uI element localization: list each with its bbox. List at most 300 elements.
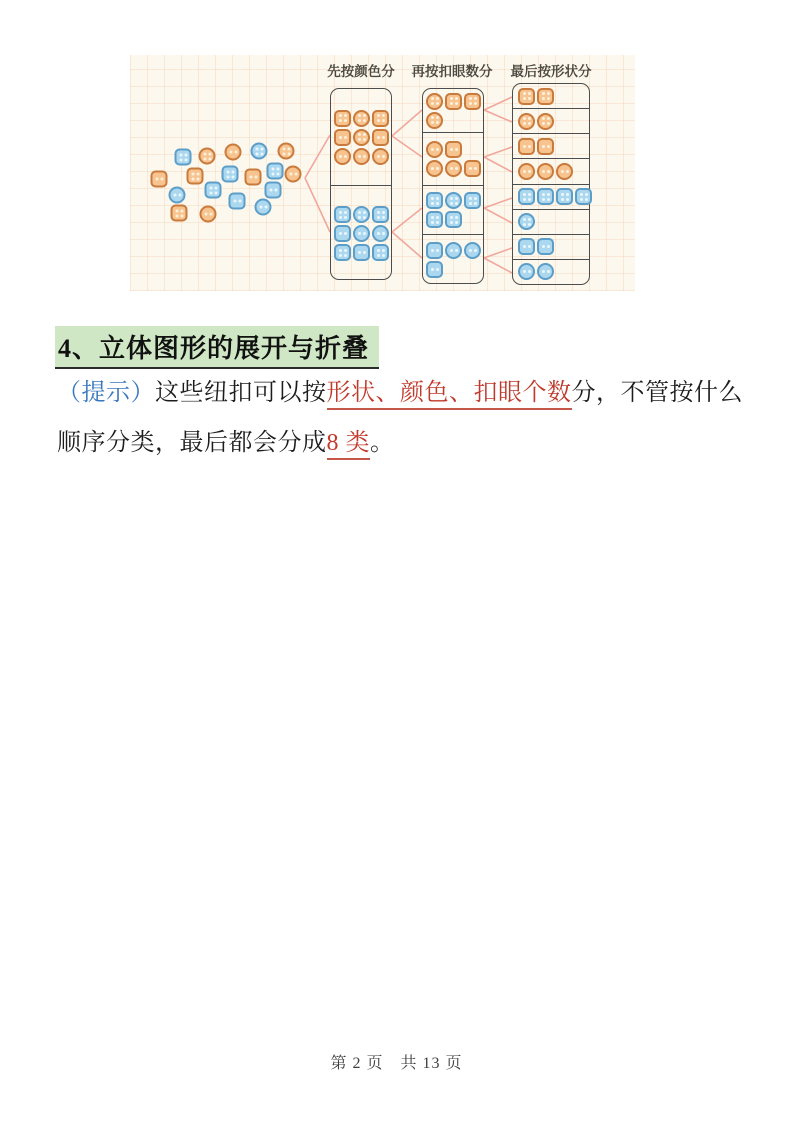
buttonhole: [528, 193, 531, 196]
buttonhole: [547, 122, 550, 125]
buttonhole: [231, 170, 234, 173]
buttonhole: [547, 97, 550, 100]
button-orange-circle-2hole: [518, 163, 535, 180]
button-blue-square-4hole: [537, 188, 554, 205]
buttonhole: [547, 193, 550, 196]
button-orange-circle-4hole: [199, 148, 216, 165]
buttonhole: [276, 167, 279, 170]
button-row: [426, 160, 480, 177]
buttonhole: [436, 116, 439, 119]
buttonhole: [528, 97, 531, 100]
button-blue-circle-2hole: [537, 263, 554, 280]
buttonhole: [542, 97, 545, 100]
button-orange-circle-2hole: [225, 144, 242, 161]
button-orange-square-4hole: [537, 88, 554, 105]
buttonhole: [377, 211, 380, 214]
buttonhole: [214, 191, 217, 194]
buttonhole: [585, 198, 588, 201]
buttonhole: [547, 245, 550, 248]
button-orange-square-2hole: [151, 171, 168, 188]
button-blue-square-2hole: [518, 238, 535, 255]
button-blue-square-2hole: [426, 261, 443, 278]
button-orange-circle-2hole: [445, 160, 462, 177]
button-blue-circle-4hole: [251, 143, 268, 160]
buttonhole: [542, 245, 545, 248]
buttonhole: [229, 151, 232, 154]
diagram-column-col1: [330, 88, 392, 280]
buttonhole: [561, 198, 564, 201]
buttonhole: [204, 213, 207, 216]
buttonhole: [175, 214, 178, 217]
buttonhole: [528, 117, 531, 120]
buttonhole: [455, 221, 458, 224]
button-blue-square-4hole: [518, 188, 535, 205]
buttonhole: [455, 202, 458, 205]
buttonhole: [547, 117, 550, 120]
button-blue-square-2hole: [426, 242, 443, 259]
buttonhole: [377, 136, 380, 139]
buttonhole: [523, 92, 526, 95]
buttonhole: [436, 102, 439, 105]
hint-line-1: （提示）这些纽扣可以按形状、颜色、扣眼个数分，不管按什么: [57, 368, 747, 418]
buttonhole: [339, 249, 342, 252]
buttonhole: [184, 153, 187, 156]
hint-paragraph: [57, 368, 747, 468]
buttonhole: [363, 251, 366, 254]
buttonhole: [542, 170, 545, 173]
buttonhole: [542, 193, 545, 196]
buttonhole: [542, 117, 545, 120]
buttonhole: [377, 216, 380, 219]
buttonhole: [450, 202, 453, 205]
button-orange-square-4hole: [518, 88, 535, 105]
button-blue-square-4hole: [222, 166, 239, 183]
buttonhole: [542, 198, 545, 201]
button-blue-square-4hole: [464, 192, 481, 209]
buttonhole: [382, 211, 385, 214]
diagram-cell: [513, 259, 589, 284]
button-blue-square-4hole: [426, 211, 443, 228]
buttonhole: [436, 148, 439, 151]
buttonhole: [455, 102, 458, 105]
buttonhole: [455, 97, 458, 100]
button-blue-square-2hole: [334, 225, 351, 242]
button-blue-circle-4hole: [353, 206, 370, 223]
diagram-cell: [513, 133, 589, 158]
buttonhole: [363, 133, 366, 136]
button-orange-circle-4hole: [278, 143, 295, 160]
buttonhole: [431, 148, 434, 151]
diagram-cell: [513, 184, 589, 209]
buttonhole: [209, 186, 212, 189]
buttonhole: [179, 153, 182, 156]
buttonhole: [175, 209, 178, 212]
buttonhole: [214, 186, 217, 189]
button-orange-circle-2hole: [200, 206, 217, 223]
buttonhole: [271, 172, 274, 175]
section-heading: 4、立体图形的展开与折叠: [55, 326, 379, 369]
buttonhole: [249, 176, 252, 179]
buttonhole: [209, 213, 212, 216]
buttonhole: [196, 177, 199, 180]
buttonhole: [436, 249, 439, 252]
diagram-cell: [423, 234, 483, 285]
button-blue-circle-4hole: [518, 213, 535, 230]
buttonhole: [431, 216, 434, 219]
buttonhole: [339, 232, 342, 235]
diagram-column-col2: [422, 88, 484, 284]
buttonhole: [377, 249, 380, 252]
buttonhole: [155, 178, 158, 181]
buttonhole: [561, 170, 564, 173]
buttonhole: [528, 218, 531, 221]
button-blue-square-4hole: [205, 182, 222, 199]
button-row: [334, 148, 388, 165]
buttonhole: [358, 114, 361, 117]
button-orange-square-4hole: [334, 110, 351, 127]
hint-label: （提示）: [57, 380, 155, 406]
buttonhole: [547, 270, 550, 273]
buttonhole: [585, 193, 588, 196]
button-row: [426, 211, 480, 228]
buttonhole: [358, 232, 361, 235]
buttonhole: [226, 170, 229, 173]
buttonhole: [431, 221, 434, 224]
button-orange-square-4hole: [171, 205, 188, 222]
buttonhole: [580, 198, 583, 201]
buttonhole: [474, 249, 477, 252]
button-blue-square-4hole: [372, 244, 389, 261]
button-blue-circle-2hole: [169, 187, 186, 204]
buttonhole: [547, 198, 550, 201]
button-row: [334, 129, 388, 146]
buttonhole: [436, 121, 439, 124]
buttonhole: [431, 249, 434, 252]
button-blue-square-4hole: [372, 206, 389, 223]
buttonhole: [173, 194, 176, 197]
buttonhole: [436, 202, 439, 205]
buttonhole: [436, 268, 439, 271]
button-orange-square-4hole: [445, 93, 462, 110]
button-orange-circle-2hole: [285, 166, 302, 183]
buttonhole: [260, 147, 263, 150]
button-orange-circle-2hole: [537, 163, 554, 180]
buttonhole: [363, 138, 366, 141]
buttonhole: [474, 97, 477, 100]
button-orange-circle-2hole: [334, 148, 351, 165]
buttonhole: [269, 189, 272, 192]
buttonhole: [474, 197, 477, 200]
button-blue-square-2hole: [353, 244, 370, 261]
buttonhole: [358, 216, 361, 219]
button-row: [334, 206, 388, 223]
button-orange-square-2hole: [334, 129, 351, 146]
buttonhole: [191, 177, 194, 180]
buttonhole: [382, 136, 385, 139]
diagram-cell: [423, 132, 483, 185]
buttonhole: [542, 122, 545, 125]
buttonhole: [523, 198, 526, 201]
buttonhole: [382, 254, 385, 257]
buttonhole: [276, 172, 279, 175]
buttonhole: [474, 102, 477, 105]
button-orange-square-2hole: [245, 169, 262, 186]
buttonhole: [523, 193, 526, 196]
buttonhole: [436, 221, 439, 224]
button-blue-square-4hole: [445, 211, 462, 228]
buttonhole: [358, 133, 361, 136]
button-blue-circle-2hole: [353, 225, 370, 242]
button-row: [518, 138, 586, 155]
buttonhole: [547, 170, 550, 173]
button-orange-circle-2hole: [556, 163, 573, 180]
buttonhole: [450, 97, 453, 100]
buttonhole: [363, 155, 366, 158]
buttonhole: [566, 198, 569, 201]
button-row: [518, 263, 586, 280]
buttonhole: [455, 249, 458, 252]
highlight-answer: 8 类: [327, 430, 371, 460]
buttonhole: [377, 155, 380, 158]
buttonhole: [209, 191, 212, 194]
buttonhole: [180, 209, 183, 212]
buttonhole: [339, 211, 342, 214]
buttonhole: [474, 167, 477, 170]
buttonhole: [271, 167, 274, 170]
buttonhole: [339, 136, 342, 139]
button-row: [518, 238, 586, 255]
buttonhole: [363, 211, 366, 214]
buttonhole: [358, 251, 361, 254]
buttonhole: [377, 232, 380, 235]
buttonhole: [255, 147, 258, 150]
buttonhole: [238, 200, 241, 203]
buttonhole: [289, 173, 292, 176]
buttonhole: [339, 114, 342, 117]
diagram-cell: [331, 185, 391, 281]
buttonhole: [523, 223, 526, 226]
buttonhole: [344, 211, 347, 214]
button-blue-square-4hole: [556, 188, 573, 205]
button-orange-square-2hole: [372, 129, 389, 146]
buttonhole: [233, 200, 236, 203]
button-blue-square-2hole: [229, 193, 246, 210]
buttonhole: [450, 167, 453, 170]
buttonhole: [254, 176, 257, 179]
buttonhole: [358, 119, 361, 122]
buttonhole: [469, 167, 472, 170]
buttonhole: [255, 152, 258, 155]
button-row: [426, 261, 480, 278]
buttonhole: [561, 193, 564, 196]
diagram-label-by-holes: 再按扣眼数分: [411, 64, 493, 79]
buttonhole: [363, 216, 366, 219]
buttonhole: [431, 102, 434, 105]
buttonhole: [523, 117, 526, 120]
buttonhole: [264, 206, 267, 209]
button-blue-circle-2hole: [464, 242, 481, 259]
buttonhole: [282, 152, 285, 155]
buttonhole: [208, 152, 211, 155]
buttonhole: [382, 114, 385, 117]
buttonhole: [436, 97, 439, 100]
buttonhole: [523, 170, 526, 173]
diagram-cell: [513, 234, 589, 259]
buttonhole: [382, 232, 385, 235]
button-orange-square-2hole: [464, 160, 481, 177]
buttonhole: [203, 152, 206, 155]
buttonhole: [528, 245, 531, 248]
button-orange-circle-4hole: [353, 129, 370, 146]
diagram-cell: [331, 89, 391, 185]
buttonhole: [160, 178, 163, 181]
buttonhole: [231, 175, 234, 178]
buttonhole: [178, 194, 181, 197]
button-row: [518, 88, 586, 105]
buttonhole: [208, 157, 211, 160]
buttonhole: [363, 232, 366, 235]
buttonhole: [542, 270, 545, 273]
buttonhole: [566, 193, 569, 196]
buttonhole: [528, 198, 531, 201]
buttonhole: [382, 119, 385, 122]
buttonhole: [431, 121, 434, 124]
buttonhole: [469, 197, 472, 200]
buttonhole: [450, 216, 453, 219]
buttonhole: [180, 214, 183, 217]
buttonhole: [450, 102, 453, 105]
buttonhole: [528, 223, 531, 226]
button-blue-square-4hole: [175, 149, 192, 166]
buttonhole: [523, 218, 526, 221]
buttonhole: [344, 254, 347, 257]
button-blue-square-2hole: [537, 238, 554, 255]
button-blue-circle-2hole: [255, 199, 272, 216]
button-row: [518, 113, 586, 130]
diagram-label-by-color: 先按颜色分: [327, 64, 395, 79]
buttonhole: [184, 158, 187, 161]
diagram-label-by-shape: 最后按形状分: [510, 64, 592, 79]
buttonhole: [377, 119, 380, 122]
buttonhole: [523, 145, 526, 148]
button-orange-circle-4hole: [426, 93, 443, 110]
buttonhole: [542, 145, 545, 148]
buttonhole: [377, 114, 380, 117]
button-orange-square-2hole: [518, 138, 535, 155]
button-orange-circle-4hole: [353, 110, 370, 127]
button-blue-square-4hole: [575, 188, 592, 205]
buttonhole: [344, 232, 347, 235]
buttonhole: [234, 151, 237, 154]
buttonhole: [547, 92, 550, 95]
button-blue-square-4hole: [267, 163, 284, 180]
button-blue-circle-4hole: [445, 192, 462, 209]
button-blue-circle-2hole: [518, 263, 535, 280]
buttonhole: [339, 216, 342, 219]
buttonhole: [528, 145, 531, 148]
button-orange-square-4hole: [372, 110, 389, 127]
hint-line-2: 顺序分类，最后都会分成8 类。: [57, 418, 747, 468]
button-orange-circle-4hole: [518, 113, 535, 130]
diagram-cell: [423, 185, 483, 234]
page-number: 第 2 页 共 13 页: [330, 1055, 463, 1072]
buttonhole: [179, 158, 182, 161]
buttonhole: [274, 189, 277, 192]
button-orange-circle-4hole: [537, 113, 554, 130]
buttonhole: [431, 116, 434, 119]
buttonhole: [377, 254, 380, 257]
buttonhole: [344, 119, 347, 122]
buttonhole: [469, 202, 472, 205]
buttonhole: [282, 147, 285, 150]
buttonhole: [455, 197, 458, 200]
buttonhole: [528, 270, 531, 273]
buttonhole: [339, 254, 342, 257]
buttonhole: [528, 170, 531, 173]
diagram-cell: [423, 89, 483, 132]
buttonhole: [450, 148, 453, 151]
button-orange-square-4hole: [464, 93, 481, 110]
buttonhole: [287, 152, 290, 155]
buttonhole: [523, 270, 526, 273]
button-row: [518, 163, 586, 180]
button-orange-circle-4hole: [426, 112, 443, 129]
button-blue-circle-2hole: [372, 225, 389, 242]
buttonhole: [191, 172, 194, 175]
buttonhole: [358, 138, 361, 141]
buttonhole: [344, 216, 347, 219]
buttonhole: [523, 97, 526, 100]
buttonhole: [469, 249, 472, 252]
highlight-criteria: 形状、颜色、扣眼个数: [327, 380, 572, 410]
buttonhole: [542, 92, 545, 95]
buttonhole: [363, 114, 366, 117]
button-orange-circle-2hole: [372, 148, 389, 165]
button-blue-square-4hole: [334, 206, 351, 223]
button-orange-circle-2hole: [426, 160, 443, 177]
button-orange-circle-2hole: [353, 148, 370, 165]
button-orange-circle-2hole: [426, 141, 443, 158]
buttonhole: [203, 157, 206, 160]
button-blue-square-4hole: [426, 192, 443, 209]
button-row: [518, 188, 586, 205]
buttonhole: [339, 119, 342, 122]
buttonhole: [580, 193, 583, 196]
buttonhole: [455, 148, 458, 151]
buttonhole: [436, 197, 439, 200]
buttonhole: [344, 136, 347, 139]
buttonhole: [455, 216, 458, 219]
button-row: [518, 213, 586, 230]
button-row: [426, 242, 480, 259]
buttonhole: [469, 97, 472, 100]
button-orange-square-2hole: [445, 141, 462, 158]
buttonhole: [431, 197, 434, 200]
diagram-column-col3: [512, 83, 590, 285]
buttonhole: [523, 245, 526, 248]
button-row: [426, 192, 480, 209]
button-row: [426, 112, 480, 129]
buttonhole: [260, 152, 263, 155]
buttonhole: [196, 172, 199, 175]
button-blue-square-4hole: [334, 244, 351, 261]
buttonhole: [431, 268, 434, 271]
classification-diagram: [130, 55, 635, 291]
buttonhole: [363, 119, 366, 122]
buttonhole: [436, 167, 439, 170]
button-blue-square-2hole: [265, 182, 282, 199]
buttonhole: [358, 155, 361, 158]
